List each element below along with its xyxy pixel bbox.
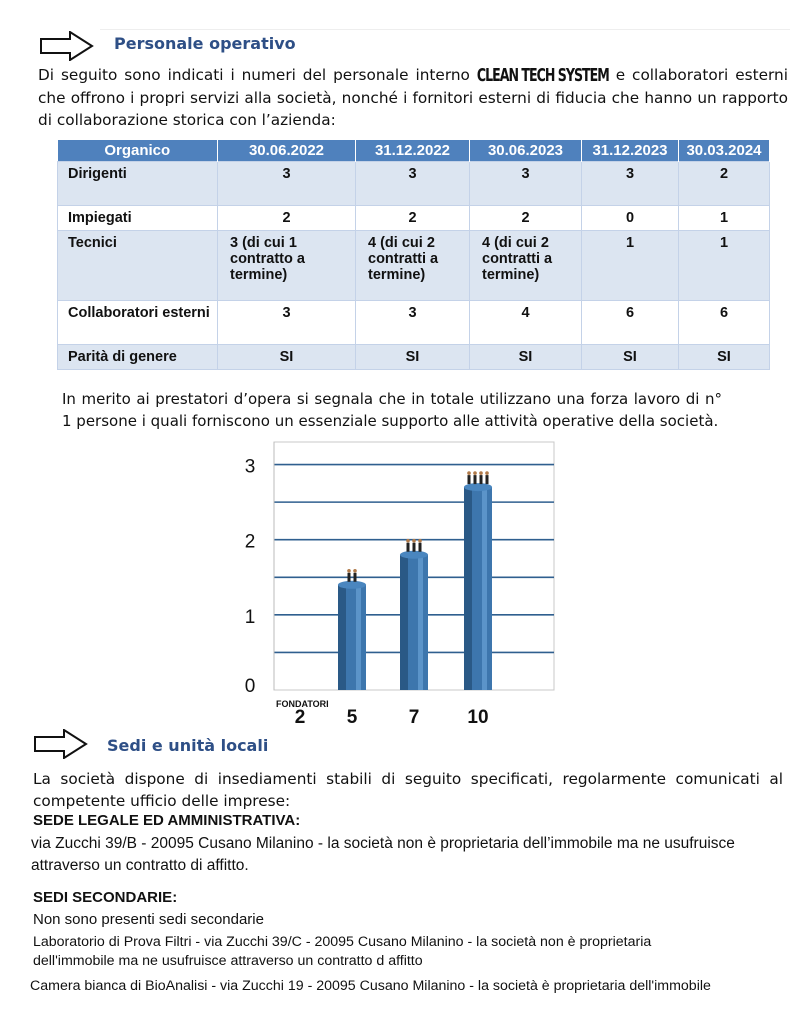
- table-cell: SI: [679, 345, 770, 370]
- table-cell: 3: [356, 301, 470, 345]
- table-cell: 1: [679, 231, 770, 301]
- sede-legale-heading: SEDE LEGALE ED AMMINISTRATIVA:: [33, 812, 301, 829]
- sedi-secondarie-heading: SEDI SECONDARIE:: [33, 889, 178, 906]
- table-header-cell: 30.06.2023: [470, 140, 582, 162]
- figurine: [413, 543, 416, 552]
- sedi-intro: La società dispone di insediamenti stabili di seguito specificati, regolarmente comunicati al competente ufficio delle imprese:: [33, 770, 783, 810]
- table-cell: 0: [582, 206, 679, 231]
- chart-y-ticks: [245, 457, 256, 697]
- figurine: [348, 573, 351, 582]
- table-cell: 4 (di cui 2 contratti a termine): [356, 231, 470, 301]
- y-tick-label: 3: [244, 456, 256, 478]
- camera-bianca-text: Camera bianca di BioAnalisi - via Zucchi 19 - 20095 Cusano Milanino - la società è proprietaria dell'immobile: [30, 978, 711, 994]
- bar-shade: [338, 585, 346, 690]
- bar: [338, 569, 366, 690]
- right-arrow-icon: [40, 31, 94, 61]
- table-row-parita: [58, 345, 770, 370]
- table-row-dirigenti: [58, 162, 770, 206]
- figurine: [419, 543, 422, 552]
- y-tick-label: 2: [244, 531, 256, 553]
- bar-top: [400, 551, 428, 559]
- figurine: [468, 475, 471, 484]
- x-tick-label: 7: [408, 707, 420, 728]
- table-cell: SI: [356, 345, 470, 370]
- divider: [100, 29, 790, 30]
- table-header-cell: Organico: [58, 140, 218, 162]
- table-cell: SI: [582, 345, 679, 370]
- bar-highlight: [418, 555, 423, 690]
- intro-text-before: Di seguito sono indicati i numeri del personale interno: [38, 66, 470, 84]
- table-cell: SI: [470, 345, 582, 370]
- table-cell: 3: [470, 162, 582, 206]
- row-label: Collaboratori esterni: [58, 301, 218, 345]
- table-cell: 3 (di cui 1 contratto a termine): [218, 231, 356, 301]
- table-row-collaboratori: [58, 301, 770, 345]
- x-tick-label: 10: [467, 707, 489, 728]
- table-header-row: [58, 140, 770, 162]
- table-header-cell: 30.06.2022: [218, 140, 356, 162]
- bar: [400, 539, 428, 690]
- table-cell: 3: [218, 162, 356, 206]
- figurine: [480, 475, 483, 484]
- brand-name: CLEAN TECH SYSTEM: [476, 66, 609, 86]
- bar-top: [338, 581, 366, 589]
- table-header-cell: 31.12.2023: [582, 140, 679, 162]
- figurine-head: [412, 539, 416, 543]
- table-header-cell: 31.12.2022: [356, 140, 470, 162]
- table-header-cell: 30.03.2024: [679, 140, 770, 162]
- y-tick-label: 0: [244, 676, 256, 697]
- table-cell: 6: [582, 301, 679, 345]
- table-cell: 2: [679, 162, 770, 206]
- figurine-head: [473, 471, 477, 475]
- figurine-head: [485, 471, 489, 475]
- chart-x-ticks: [295, 707, 489, 728]
- figurine: [407, 543, 410, 552]
- bar-highlight: [482, 487, 487, 690]
- fondatori-label: FONDATORI: [276, 699, 329, 709]
- table-cell: SI: [218, 345, 356, 370]
- sedi-secondarie-none: Non sono presenti sedi secondarie: [33, 911, 264, 928]
- intro-paragraph: [38, 64, 788, 131]
- table-cell: 1: [679, 206, 770, 231]
- table-cell: 2: [470, 206, 582, 231]
- intro-text-after: e collaboratori esterni che offrono i propri servizi alla società, nonché i fornitori esterni di fiducia che hanno un rapporto di collaborazione storica con l’azienda:: [38, 66, 788, 129]
- figurine-head: [479, 471, 483, 475]
- figurine-head: [467, 471, 471, 475]
- y-tick-label: 1: [244, 606, 256, 628]
- section-title-personale: Personale operativo: [114, 34, 296, 53]
- table-row-tecnici: [58, 231, 770, 301]
- row-label: Dirigenti: [58, 162, 218, 206]
- prestatori-paragraph: In merito ai prestatori d’opera si segnala che in totale utilizzano una forza lavoro di n° 1 persone i quali forniscono un essenziale supporto alle attività operative della società.: [62, 390, 722, 430]
- organico-table: [57, 140, 770, 370]
- table-cell: 3: [356, 162, 470, 206]
- section-title-sedi: Sedi e unità locali: [107, 736, 269, 755]
- figurine-head: [406, 539, 410, 543]
- fondatori-bar-chart: [230, 440, 560, 730]
- row-label: Impiegati: [58, 206, 218, 231]
- table-cell: 6: [679, 301, 770, 345]
- table-cell: 2: [218, 206, 356, 231]
- bar-top: [464, 483, 492, 491]
- figurine: [354, 573, 357, 582]
- x-tick-label: 2: [294, 707, 306, 728]
- table-cell: 1: [582, 231, 679, 301]
- bar-highlight: [356, 585, 361, 690]
- laboratorio-text: Laboratorio di Prova Filtri - via Zucchi 39/C - 20095 Cusano Milanino - la società non è proprietaria dell'immobile ma ne usufruisce attraverso un contratto d affitto: [33, 934, 652, 969]
- figurine-head: [418, 539, 422, 543]
- bar: [464, 471, 492, 690]
- figurine: [486, 475, 489, 484]
- right-arrow-icon: [34, 729, 88, 759]
- table-cell: 4 (di cui 2 contratti a termine): [470, 231, 582, 301]
- row-label: Tecnici: [58, 231, 218, 301]
- sede-legale-text: via Zucchi 39/B - 20095 Cusano Milanino - la società non è proprietaria dell’immobile ma ne usufruisce attraverso un contratto di affitto.: [31, 835, 735, 874]
- figurine: [474, 475, 477, 484]
- bar-shade: [464, 487, 472, 690]
- table-cell: 2: [356, 206, 470, 231]
- x-tick-label: 5: [346, 707, 358, 728]
- figurine-head: [347, 569, 351, 573]
- figurine-head: [353, 569, 357, 573]
- table-cell: 4: [470, 301, 582, 345]
- row-label: Parità di genere: [58, 345, 218, 370]
- table-cell: 3: [218, 301, 356, 345]
- table-cell: 3: [582, 162, 679, 206]
- bar-shade: [400, 555, 408, 690]
- table-row-impiegati: [58, 206, 770, 231]
